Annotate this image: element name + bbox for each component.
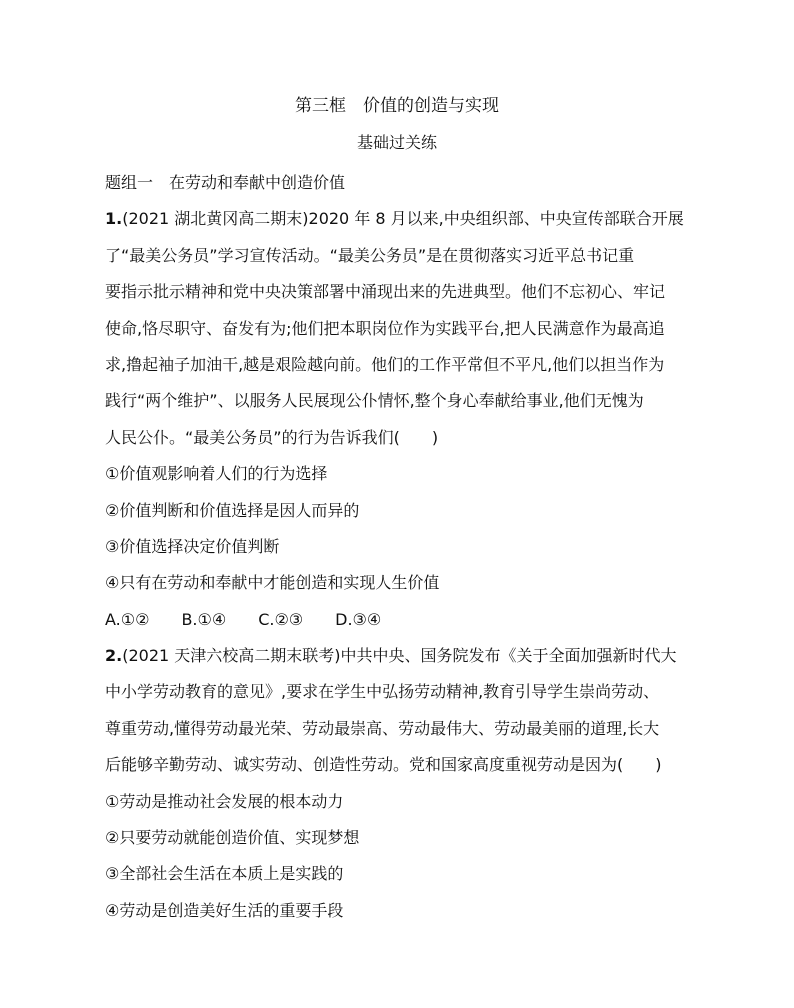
question-stem-line: 践行“两个维护”、以服务人民展现公仆情怀,整个身心奉献给事业,他们无愧为 <box>105 391 644 411</box>
page-subtitle: 基础过关练 <box>356 133 437 152</box>
question-2 <box>105 638 690 929</box>
statement-item: ④只有在劳动和奉献中才能创造和实现人生价值 <box>105 573 440 593</box>
question-stem-line: 尊重劳动,懂得劳动最光荣、劳动最崇高、劳动最伟大、劳动最美丽的道理,长大 <box>105 718 660 738</box>
question-stem-line <box>105 638 690 674</box>
content-body <box>105 165 690 929</box>
question-1 <box>105 201 690 638</box>
page-title: 第三框 价值的创造与实现 <box>295 96 499 116</box>
question-stem-line: 后能够辛勤劳动、诚实劳动、创造性劳动。党和国家高度重视劳动是因为( ) <box>105 755 662 775</box>
statement-item: ④劳动是创造美好生活的重要手段 <box>105 900 344 920</box>
question-stem-line: 使命,恪尽职守、奋发有为;他们把本职岗位作为实践平台,把人民满意作为最高追 <box>105 318 665 338</box>
statement-item: ①劳动是推动社会发展的根本动力 <box>105 791 344 811</box>
question-stem-line: 要指示批示精神和党中央决策部署中涌现出来的先进典型。他们不忘初心、牢记 <box>105 282 666 302</box>
question-stem-line: 求,撸起袖子加油干,越是艰险越向前。他们的工作平常但不平凡,他们以担当作为 <box>105 354 665 374</box>
question-stem-line: 人民公仆。“最美公务员”的行为告诉我们( ) <box>105 427 439 447</box>
section-heading: 题组一 在劳动和奉献中创造价值 <box>105 173 346 192</box>
statement-item: ②价值判断和价值选择是因人而异的 <box>105 500 360 520</box>
question-stem-line: 了“最美公务员”学习宣传活动。“最美公务员”是在贯彻落实习近平总书记重 <box>105 245 635 265</box>
question-stem-line <box>105 201 690 237</box>
answer-options: A.①② B.①④ C.②③ D.③④ <box>105 609 382 629</box>
question-stem-text: (2021 天津六校高二期末联考)中共中央、国务院发布《关于全面加强新时代大 <box>122 646 677 666</box>
question-stem-line: 中小学劳动教育的意见》,要求在学生中弘扬劳动精神,教育引导学生崇尚劳动、 <box>105 682 660 702</box>
statement-item: ①价值观影响着人们的行为选择 <box>105 464 328 484</box>
question-stem-text: (2021 湖北黄冈高二期末)2020 年 8 月以来,中央组织部、中央宣传部联合开展 <box>122 209 684 229</box>
question-number: 1. <box>105 209 123 229</box>
statement-item: ②只要劳动就能创造价值、实现梦想 <box>105 828 360 848</box>
statement-item: ③价值选择决定价值判断 <box>105 536 280 556</box>
statement-item: ③全部社会生活在本质上是实践的 <box>105 864 344 884</box>
question-number: 2. <box>105 646 123 666</box>
